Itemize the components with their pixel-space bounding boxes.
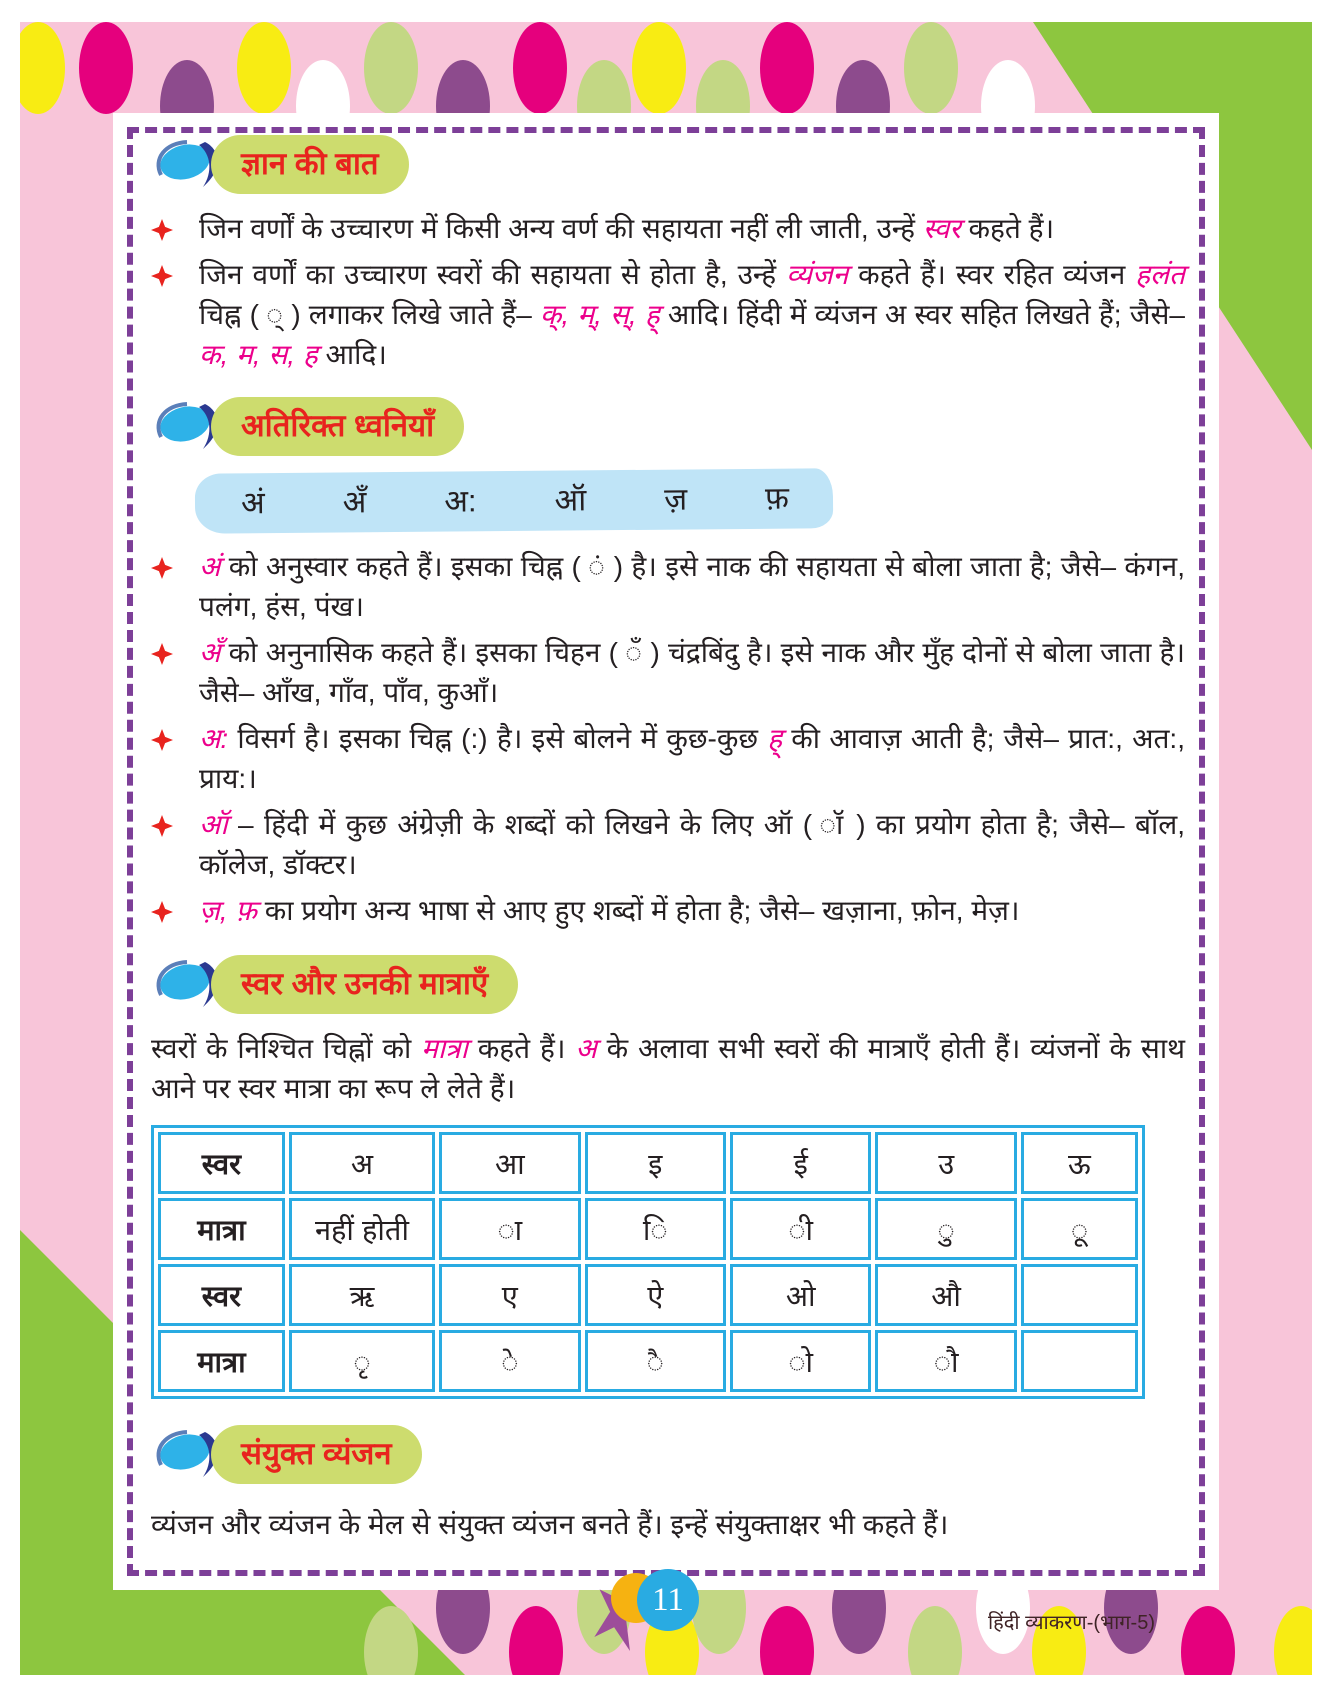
table-cell: आ: [439, 1132, 580, 1194]
section-header-swar-matra: [151, 953, 1185, 1015]
decor-dot: [632, 22, 686, 114]
section-header-atirikt-dhvaniyan: [151, 395, 1185, 457]
section-header-sanyukt-vyanjan: [151, 1423, 1185, 1485]
text-segment: को अनुनासिक कहते हैं। इसका चिहन ( ँ ) चंद्रबिंदु है। इसे नाक और मुँह दोनों से बोला जाता है। जैसे– आँख, गाँव, पाँव, कुआँ।: [199, 637, 1185, 708]
text-segment: आदि। हिंदी में व्यंजन अ स्वर सहित लिखते हैं; जैसे–: [659, 299, 1185, 330]
decor-dot: [513, 22, 567, 114]
bullet-text: [199, 805, 1185, 885]
table-row: [158, 1330, 1138, 1392]
bullet-item: [151, 891, 1185, 931]
section-title: संयुक्त व्यंजन: [211, 1425, 422, 1484]
bullet-diamond-icon: [151, 901, 173, 923]
content-area: [151, 129, 1185, 1651]
bullet-diamond-icon: [151, 729, 173, 751]
table-cell: ऐ: [585, 1264, 726, 1326]
highlight-item: ऑ: [554, 482, 587, 518]
sanyukt-vyanjan-paragraph: [151, 1505, 1185, 1545]
bullet-text: [199, 547, 1185, 627]
highlight-item: ज़: [663, 481, 688, 517]
table-cell: े: [439, 1330, 580, 1392]
table-cell: मात्रा: [158, 1330, 285, 1392]
table-cell: ू: [1021, 1198, 1138, 1260]
section-header-gyan-ki-baat: [151, 133, 1185, 195]
bullet-text: [199, 255, 1185, 375]
bullet-item: [151, 719, 1185, 799]
decor-dot: [237, 22, 291, 114]
bullet-diamond-icon: [151, 643, 173, 665]
bullet-text: [199, 719, 1185, 799]
table-cell: नहीं होती: [289, 1198, 435, 1260]
decor-dot: [760, 22, 814, 114]
text-segment: आदि।: [317, 339, 387, 370]
table-cell: स्वर: [158, 1264, 285, 1326]
table-cell: ऊ: [1021, 1132, 1138, 1194]
table-cell: ै: [585, 1330, 726, 1392]
page-number-badge: [593, 1569, 723, 1651]
decor-dot: [364, 22, 418, 114]
swar-matra-paragraph: [151, 1029, 1185, 1109]
text-segment: ज़, फ़: [199, 895, 257, 926]
vowel-matra-table: [151, 1125, 1145, 1399]
text-segment: अ:: [199, 723, 229, 754]
table-cell: ो: [730, 1330, 871, 1392]
table-cell: [1021, 1264, 1138, 1326]
text-segment: अ: [575, 1033, 597, 1064]
highlight-item: अँ: [342, 484, 367, 520]
text-segment: जिन वर्णों के उच्चारण में किसी अन्य वर्ण की सहायता नहीं ली जाती, उन्हें: [199, 213, 923, 244]
text-segment: मात्रा: [421, 1033, 468, 1064]
text-segment: अँ: [199, 637, 221, 668]
table-cell: ओ: [730, 1264, 871, 1326]
highlight-item: फ़: [764, 480, 790, 516]
table-row: [158, 1264, 1138, 1326]
text-segment: क्, म्, स्, ह्: [539, 299, 660, 330]
text-segment: क, म, स, ह: [199, 339, 318, 370]
decor-dot: [1181, 1606, 1235, 1675]
table-cell: ई: [730, 1132, 871, 1194]
decor-dot: [79, 22, 133, 114]
table-cell: ु: [875, 1198, 1016, 1260]
text-segment: ऑ: [199, 809, 228, 840]
table-cell: स्वर: [158, 1132, 285, 1194]
table-cell: ा: [439, 1198, 580, 1260]
table-cell: ऋ: [289, 1264, 435, 1326]
table-cell: मात्रा: [158, 1198, 285, 1260]
table-row: [158, 1132, 1138, 1194]
section-title: स्वर और उनकी मात्राएँ: [211, 955, 518, 1014]
text-segment: जिन वर्णों का उच्चारण स्वरों की सहायता से होता है, उन्हें: [199, 259, 787, 290]
text-segment: अं: [199, 551, 221, 582]
bullet-text: [199, 209, 1054, 249]
bullet-diamond-icon: [151, 557, 173, 579]
text-segment: विसर्ग है। इसका चिह्न (:) है। इसे बोलने में कुछ-कुछ: [228, 723, 768, 754]
text-segment: चिह्न ( ् ) लगाकर लिखे जाते हैं–: [199, 299, 540, 330]
text-segment: कहते हैं।: [960, 213, 1055, 244]
highlight-item: अं: [240, 485, 265, 521]
table-cell: ौ: [875, 1330, 1016, 1392]
decor-dot: [20, 22, 65, 114]
table-cell: ए: [439, 1264, 580, 1326]
bullet-item: [151, 209, 1185, 249]
table-cell: [1021, 1330, 1138, 1392]
extra-sounds-highlight: [195, 468, 833, 534]
bullet-diamond-icon: [151, 219, 173, 241]
text-segment: व्यंजन: [786, 259, 849, 290]
table-cell: ि: [585, 1198, 726, 1260]
table-cell: ृ: [289, 1330, 435, 1392]
page-number-text: 11: [652, 1581, 684, 1618]
table-cell: ी: [730, 1198, 871, 1260]
table-cell: अ: [289, 1132, 435, 1194]
bullet-text: [199, 633, 1185, 713]
text-segment: की आवाज़ आती है; जैसे– प्रात:, अत:, प्राय:।: [199, 723, 1185, 794]
section-title: अतिरिक्त ध्वनियाँ: [211, 397, 464, 456]
text-segment: हलंत: [1135, 259, 1185, 290]
bullet-item: [151, 255, 1185, 375]
highlight-item: अ:: [444, 483, 477, 519]
decor-dot: [1274, 1606, 1312, 1675]
table-cell: इ: [585, 1132, 726, 1194]
text-segment: स्वर: [922, 213, 961, 244]
footer-book-title: हिंदी व्याकरण-(भाग-5): [987, 1612, 1155, 1634]
table-cell: उ: [875, 1132, 1016, 1194]
bullet-item: [151, 547, 1185, 627]
bullet-item: [151, 633, 1185, 713]
page-number: [637, 1569, 699, 1631]
bullet-diamond-icon: [151, 815, 173, 837]
decor-dot: [904, 22, 958, 114]
text-segment: का प्रयोग अन्य भाषा से आए हुए शब्दों में होता है; जैसे– खज़ाना, फ़ोन, मेज़।: [256, 895, 1020, 926]
bullet-item: [151, 805, 1185, 885]
text-segment: स्वरों के निश्चित चिह्नों को: [151, 1033, 422, 1064]
text-segment: – हिंदी में कुछ अंग्रेज़ी के शब्दों को लिखने के लिए ऑ ( ॉ ) का प्रयोग होता है; जैसे– बॉल, कॉलेज, डॉक्टर।: [199, 809, 1185, 880]
text-segment: व्यंजन और व्यंजन के मेल से संयुक्त व्यंजन बनते हैं। इन्हें संयुक्ताक्षर भी कहते हैं।: [151, 1509, 949, 1540]
bullet-text: [199, 891, 1020, 931]
table-cell: औ: [875, 1264, 1016, 1326]
text-segment: ह्: [767, 723, 783, 754]
bullet-diamond-icon: [151, 265, 173, 287]
text-segment: के अलावा सभी स्वरों की मात्राएँ होती हैं। व्यंजनों के साथ आने पर स्वर मात्रा का रूप ले लेते हैं।: [151, 1033, 1185, 1104]
text-segment: कहते हैं।: [467, 1033, 576, 1064]
text-segment: कहते हैं। स्वर रहित व्यंजन: [848, 259, 1136, 290]
content-card: [113, 113, 1219, 1634]
table-row: [158, 1198, 1138, 1260]
text-segment: को अनुस्वार कहते हैं। इसका चिह्न ( ं ) है। इसे नाक की सहायता से बोला जाता है; जैसे– कंगन, पलंग, हंस, पंख।: [199, 551, 1185, 622]
section-title: ज्ञान की बात: [211, 135, 409, 194]
